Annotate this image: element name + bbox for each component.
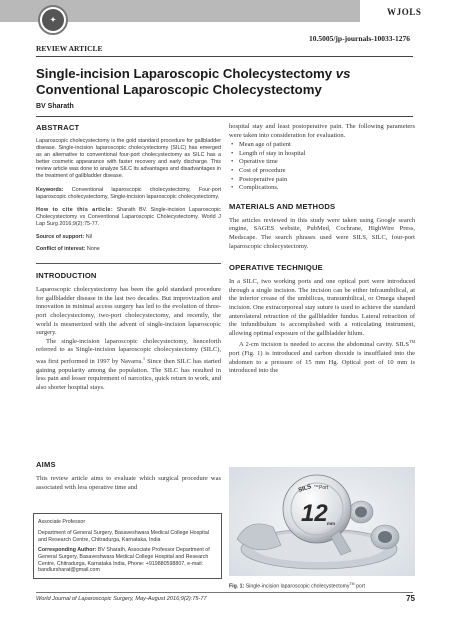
figure-image bbox=[229, 467, 415, 576]
device-number: 12 bbox=[301, 500, 328, 527]
left-column bbox=[36, 123, 221, 393]
doi[interactable]: 10.5005/jp-journals-10033-1276 bbox=[308, 34, 410, 43]
aims-section bbox=[36, 460, 221, 492]
article-title: Single-incision Laparoscopic Cholecystectomy vs Conventional Laparoscopic Cholecystectomy bbox=[36, 66, 351, 97]
figure-caption: Fig. 1: Single-incision laparoscopic cholecystectomy™ port bbox=[229, 582, 365, 590]
abstract-heading: ABSTRACT bbox=[36, 123, 80, 132]
article-type: REVIEW ARTICLE bbox=[36, 44, 103, 53]
journal-abbrev: WJOLS bbox=[360, 0, 449, 22]
source-of-support: Source of support: Nil bbox=[36, 234, 93, 241]
affiliation-role: Associate Professor bbox=[38, 519, 86, 525]
technique-paragraph: In a SILC, two working ports and one optical port were introduced through a single incision. The incision can be either infraumbilical, at the inferior crease of the umbilicus, transumbilical, or Omega shaped incision. One extracorporeal stay suture is used to achieve the standard anterolateral retraction of the gallbladder fundus. Lateral retraction of the infundibulum is accomplished with a roticulating instrument, allowing optimal exposure of the gallbladder hilum. bbox=[229, 278, 415, 337]
device-unit: mm bbox=[327, 521, 336, 526]
citation: How to cite this article: Sharath BV. Single-incision Laparoscopic Cholecystectomy vs Conventional Laparoscopic Cholecystectomy. World J Lap Surg 2016;9(2):75-77. bbox=[36, 206, 221, 227]
divider bbox=[36, 263, 221, 264]
device-label-sils: SILS bbox=[297, 484, 313, 494]
corresponding-author: Corresponding Author: BV Sharath, Associate Professor Department of General Surgery, Basaveshwara Medical College Hospital and Research Centre, Chitradurga, Karnataka India, Phone: +919880598807, e-mail: bandlursharat@gmail.com bbox=[38, 546, 210, 574]
affiliation-department: Department of General Surgery, Basaveshwara Medical College Hospital and Research Centre, Chitradurga, Karnataka, India bbox=[38, 529, 209, 543]
right-column bbox=[229, 123, 415, 376]
methods-heading: MATERIALS AND METHODS bbox=[229, 201, 336, 211]
divider bbox=[36, 116, 413, 117]
footer-journal: World Journal of Laparoscopic Surgery, May-August 2016;9(2):75-77 bbox=[36, 596, 207, 602]
journal-logo-icon: ✦ bbox=[38, 5, 68, 35]
introduction-paragraph: Laparoscopic cholecystectomy has been the gold standard procedure for gallbladder disease in the last two decades. But improvization and innovation in minimal access surgery has led to the evolution of three-port cholecystectomy, two-port cholecystectomy, and recently, the world is mesmerized with the advent of single-incision laparoscopic surgery. bbox=[36, 286, 221, 337]
parameters-list bbox=[229, 141, 415, 193]
divider bbox=[36, 592, 413, 593]
list-item: • Cost of procedure bbox=[229, 167, 415, 176]
conflict-of-interest: Conflict of interest: None bbox=[36, 246, 100, 253]
aims-text: This review article aims to evaluate which surgical procedure was associated with less operative time and bbox=[36, 475, 221, 491]
introduction-paragraph: The single-incision laparoscopic cholecystectomy, henceforth referred to as Single-incision laparoscopic cholecystectomy (SILC), was first performed in 1997 by Navarra.$^1$ Since then SILC has started gaining popularity among the population. The SILC has resulted in less pain and lesser requirement of narcotics, quick return to work, and also shorter hospital stays. bbox=[36, 337, 221, 391]
list-item: • Postoperative pain bbox=[229, 176, 415, 185]
page-number: 75 bbox=[406, 594, 415, 603]
divider bbox=[36, 56, 413, 57]
introduction-heading: INTRODUCTION bbox=[36, 271, 97, 281]
list-item: • Mean age of patient bbox=[229, 141, 415, 150]
affiliation-box bbox=[33, 513, 222, 579]
aims-heading: AIMS bbox=[36, 460, 56, 469]
device-label-tm: TM bbox=[314, 484, 319, 488]
abstract-text: Laparoscopic cholecystectomy is the gold standard procedure for gallbladder disease. Single-incision laparoscopic cholecystectomy (SILC) has emerged as an alternative to conventional four-port cholecystectomy as SILC has a better cosmetic appearance with faster recovery and early discharge. This review article was done to analyze SILC its advantages and disadvantages in the treatment of gallbladder disease. bbox=[36, 138, 221, 180]
technique-paragraph: A 2-cm incision is needed to access the abdominal cavity. SILS™ port (Fig. 1) is introduced and carbon dioxide is insufflated into the abdomen to a pressure of 15 mm Hg. Optical port of 10 mm is introduced into the bbox=[229, 339, 415, 375]
methods-text: The articles reviewed in this study were taken using Google search engine, SAGES website, PubMed, Cochrane, HighWire Press, Medscape. The search phrases used were SILS, SILC, four-port laparoscopic cholecystectomy. bbox=[229, 216, 415, 250]
parameters-intro: hospital stay and least postoperative pain. The following parameters were taken into consideration for evaluation. bbox=[229, 123, 415, 139]
device-label-port: Port bbox=[319, 485, 329, 491]
keywords: Keywords: Conventional laparoscopic cholecystectomy, Four-port laparoscopic cholecystectomy, Single-incision laparoscopic cholecystectomy. bbox=[36, 186, 221, 200]
list-item: • Length of stay in hospital bbox=[229, 150, 415, 159]
sils-port-image bbox=[229, 467, 415, 576]
technique-heading: OPERATIVE TECHNIQUE bbox=[229, 263, 323, 273]
list-item: • Complications. bbox=[229, 184, 415, 193]
list-item: • Operative time bbox=[229, 158, 415, 167]
author: BV Sharath bbox=[36, 103, 74, 110]
